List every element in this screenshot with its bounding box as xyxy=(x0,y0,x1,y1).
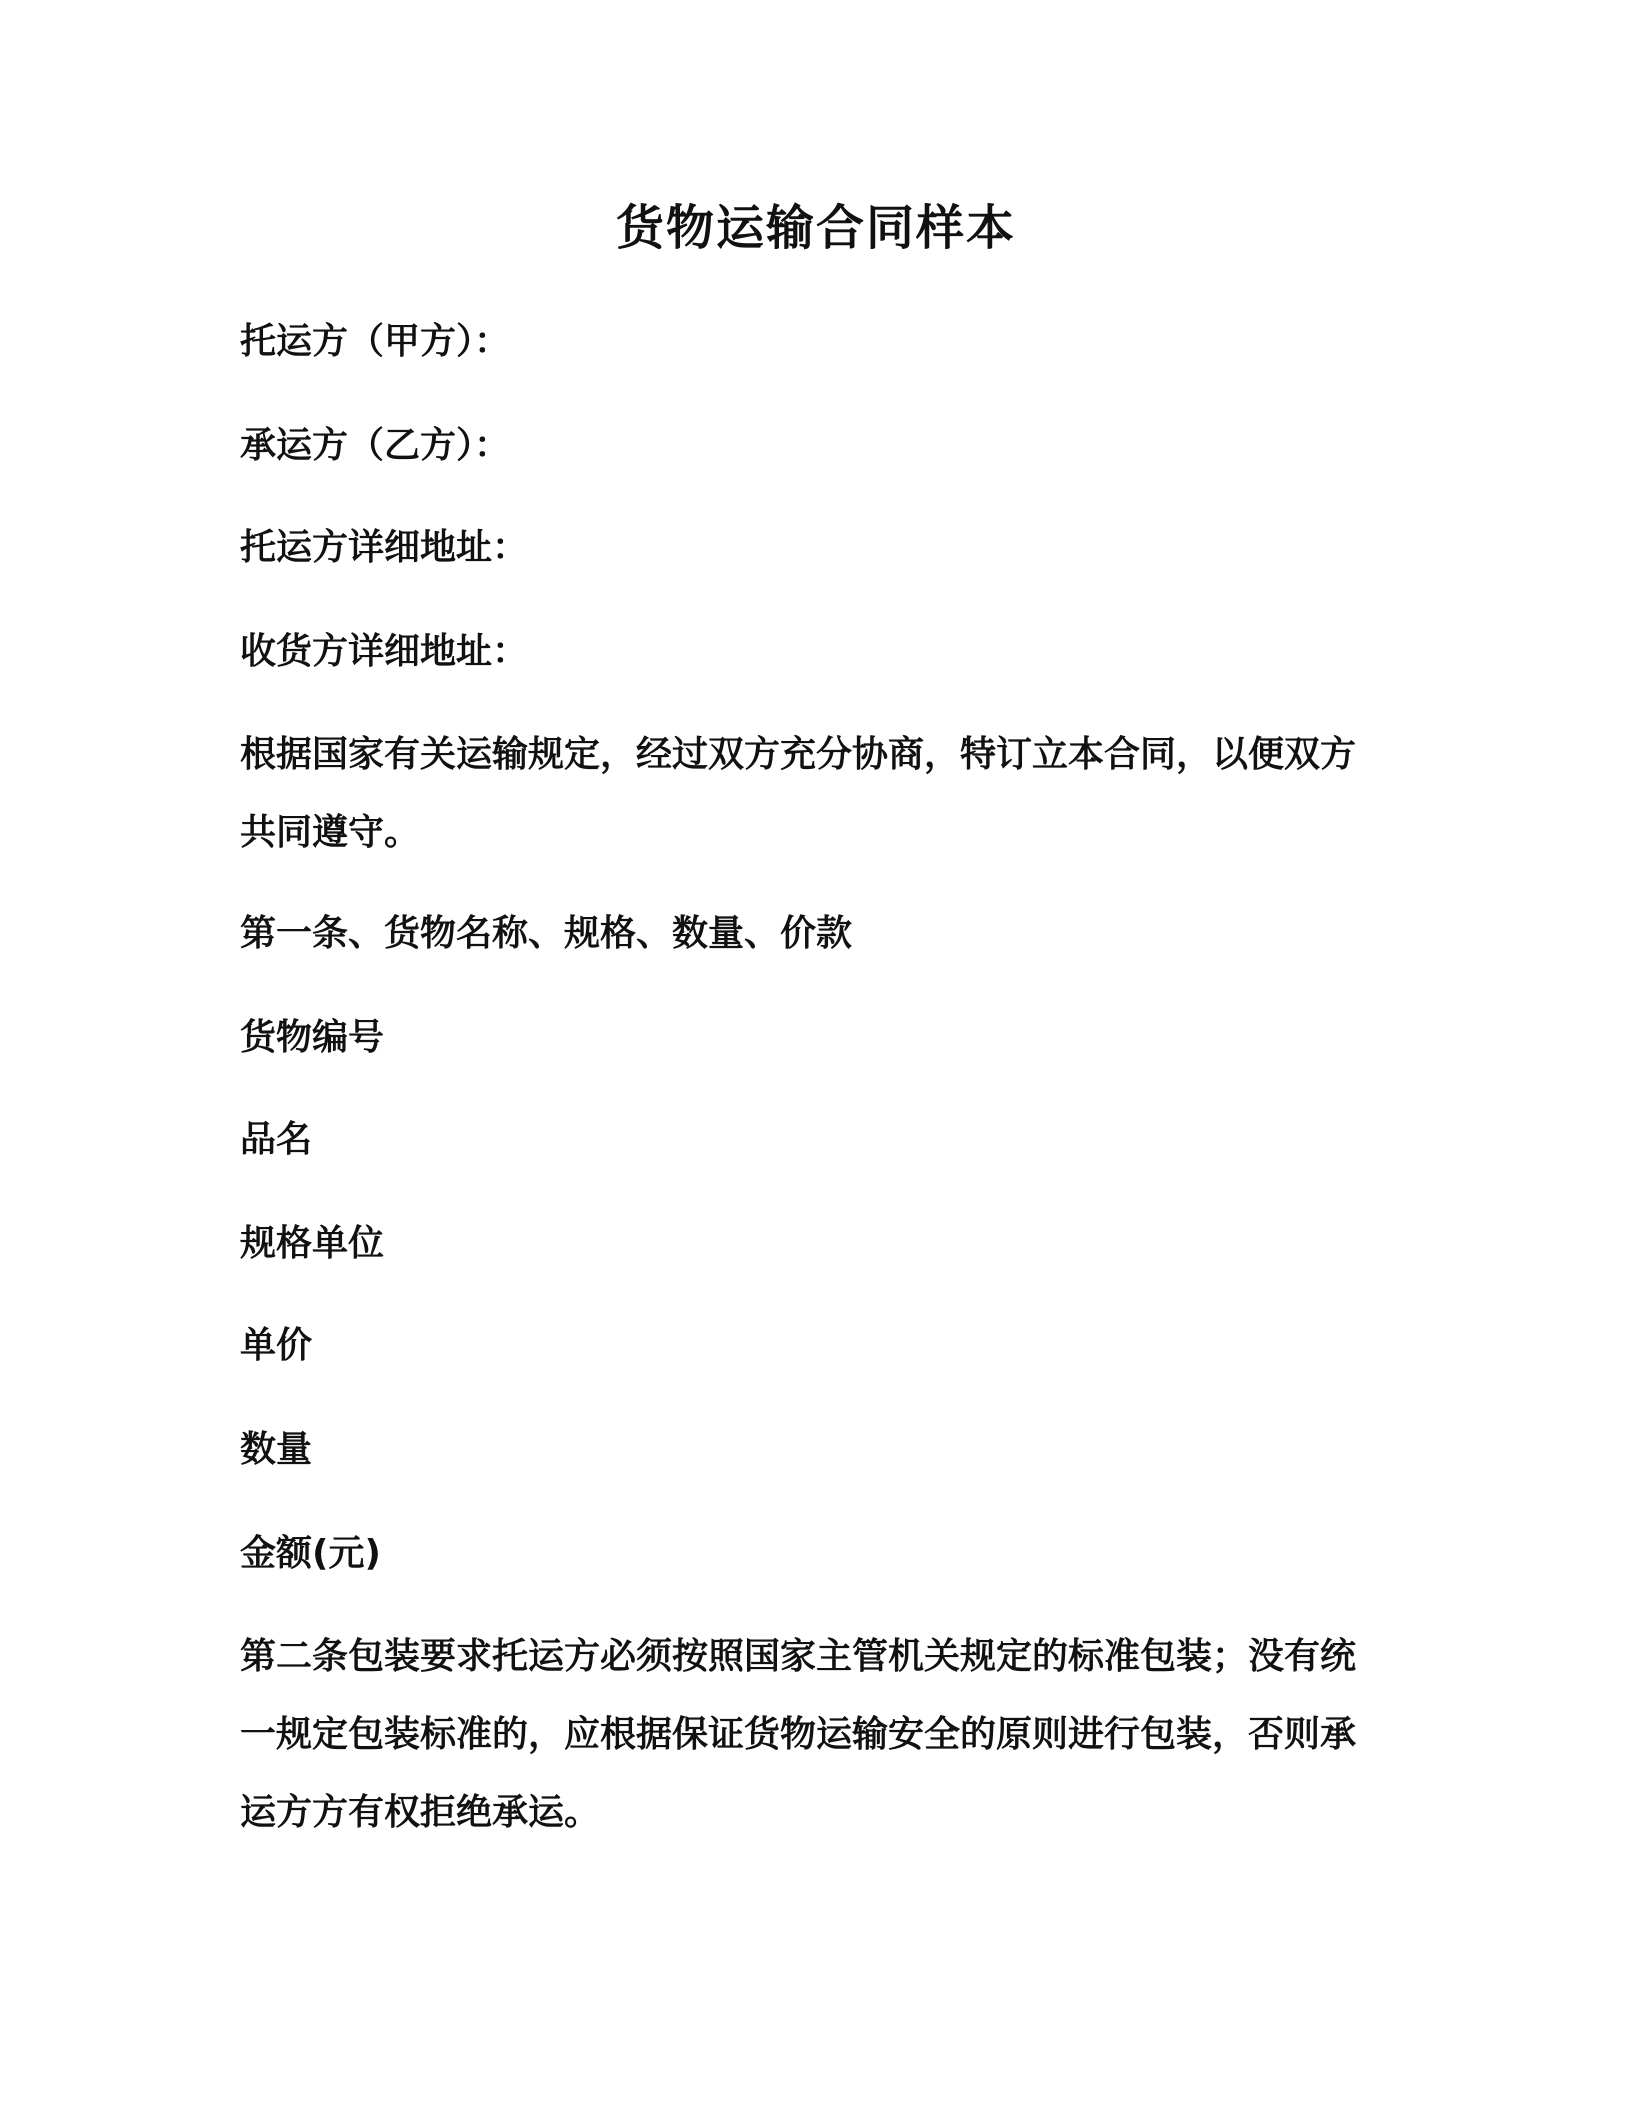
consignor-label: 托运方（甲方）： xyxy=(240,321,511,362)
article-2-paragraph: 第二条包装要求托运方必须按照国家主管机关规定的标准包装；没有统一规定包装标准的，应根据保证货物运输安全的原则进行包装，否则承运方方有权拒绝承运。 xyxy=(240,1636,1357,1833)
field-product-name: 品名 xyxy=(240,1119,313,1160)
consignee-address-label: 收货方详细地址： xyxy=(240,631,529,672)
field-amount: 金额(元) xyxy=(240,1533,381,1574)
article-1-heading: 第一条、货物名称、规格、数量、价款 xyxy=(240,913,853,954)
consignor-address-label: 托运方详细地址： xyxy=(240,527,529,568)
field-unit-price: 单价 xyxy=(240,1325,313,1366)
preamble-paragraph: 根据国家有关运输规定，经过双方充分协商，特订立本合同，以便双方共同遵守。 xyxy=(240,734,1357,853)
field-cargo-number: 货物编号 xyxy=(240,1017,385,1058)
field-spec-unit: 规格单位 xyxy=(240,1223,385,1264)
document-title: 货物运输合同样本 xyxy=(615,200,1016,256)
carrier-label: 承运方（乙方）： xyxy=(240,425,511,466)
field-quantity: 数量 xyxy=(240,1429,313,1470)
